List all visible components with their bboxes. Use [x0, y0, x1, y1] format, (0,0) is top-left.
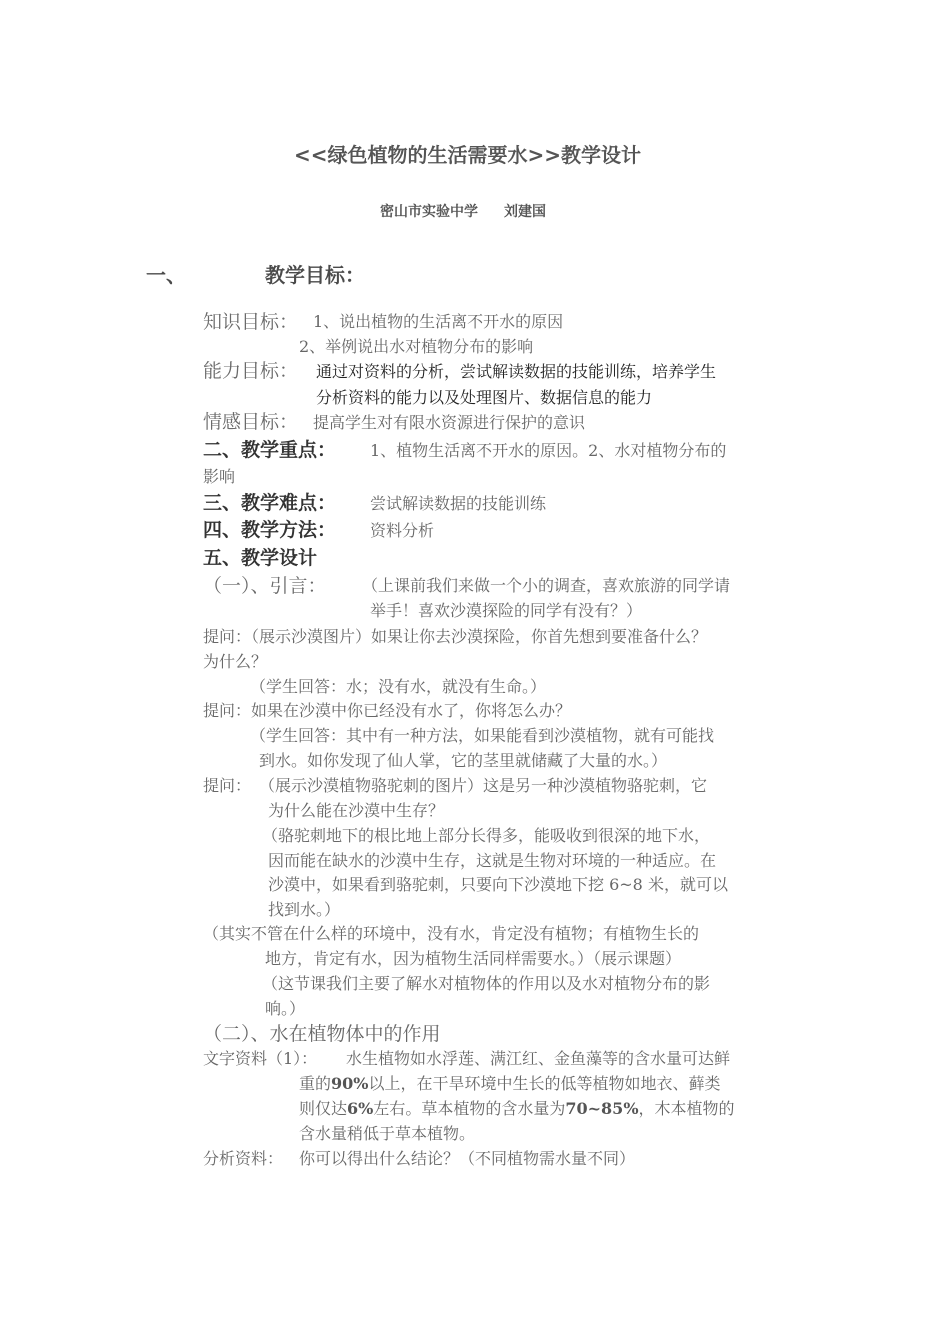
water-content-70-85: 70~85% — [565, 1099, 639, 1118]
q1-answer: （学生回答：水；没有水，就没有生命。） — [250, 677, 547, 696]
summary-line3: （这节课我们主要了解水对植物体的作用以及水对植物分布的影 — [262, 974, 711, 993]
intro-label: （一）、引言： — [203, 575, 327, 597]
section1-number: 一、 — [146, 263, 186, 287]
knowledge-line2: 2、举例说出水对植物分布的影响 — [299, 337, 534, 356]
intro-line2: 举手！喜欢沙漠探险的同学有没有？） — [370, 601, 643, 620]
q3-answer3: 沙漠中，如果看到骆驼刺，只要向下沙漠地下挖 6~8 米，就可以 — [268, 875, 728, 894]
method-label: 四、教学方法： — [203, 519, 337, 541]
summary-line4: 响。） — [265, 999, 306, 1018]
key-points-line2: 影响 — [203, 467, 236, 486]
key-points-label: 二、教学重点： — [203, 439, 337, 461]
material1-line2c: 以上，在干旱环境中生长的低等植物如地衣、藓类 — [368, 1074, 721, 1093]
water-content-90: 90% — [331, 1074, 369, 1093]
emotion-label: 情感目标： — [203, 411, 299, 433]
q2-answer1: （学生回答：其中有一种方法，如果能看到沙漠植物，就有可能找 — [250, 726, 715, 745]
page-title: <<绿色植物的生活需要水>>教学设计 — [294, 143, 642, 167]
emotion-text: 提高学生对有限水资源进行保护的意识 — [313, 413, 586, 432]
q3-label: 提问： — [203, 776, 252, 795]
difficulty-label: 三、教学难点： — [203, 492, 337, 514]
material1-label: 文字资料（1）： — [203, 1049, 318, 1068]
q1-line2: 为什么？ — [203, 652, 268, 671]
key-points-line1: 1、植物生活离不开水的原因。2、水对植物分布的 — [370, 441, 727, 460]
part2-heading: （二）、水在植物体中的作用 — [203, 1023, 441, 1045]
author-line — [380, 201, 546, 221]
author-school: 密山市实验中学 — [380, 204, 478, 220]
ability-line2: 分析资料的能力以及处理图片、数据信息的能力 — [316, 388, 653, 407]
material1-line3c: 左右。草本植物的含水量为 — [373, 1099, 566, 1118]
q3-answer4: 找到水。） — [268, 900, 341, 919]
section1-heading: 教学目标： — [265, 263, 365, 287]
author-name: 刘建国 — [504, 204, 546, 220]
analysis-text: 你可以得出什么结论？（不同植物需水量不同） — [299, 1149, 636, 1168]
material1-line3e: ，木本植物的 — [638, 1099, 735, 1118]
summary-line2: 地方，肯定有水，因为植物生活同样需要水。）（展示课题） — [265, 949, 682, 968]
material1-line3 — [299, 1096, 735, 1119]
ability-label: 能力目标： — [203, 360, 299, 382]
ability-line1: 通过对资料的分析，尝试解读数据的技能训练，培养学生 — [316, 362, 717, 381]
knowledge-label: 知识目标： — [203, 311, 299, 333]
knowledge-line1: 1、说出植物的生活离不开水的原因 — [313, 312, 564, 331]
q3-line2: 为什么能在沙漠中生存？ — [268, 801, 445, 820]
design-label: 五、教学设计 — [203, 547, 318, 569]
summary-line1: （其实不管在什么样的环境中，没有水，肯定没有植物；有植物生长的 — [203, 924, 700, 943]
material1-line2a: 重的 — [299, 1074, 332, 1093]
material1-line3a: 则仅达 — [299, 1099, 348, 1118]
analysis-label: 分析资料： — [203, 1149, 284, 1168]
method-text: 资料分析 — [370, 521, 435, 540]
material1-line2 — [299, 1071, 721, 1094]
q1-line1: 提问：（展示沙漠图片）如果让你去沙漠探险，你首先想到要准备什么？ — [203, 627, 708, 646]
difficulty-text: 尝试解读数据的技能训练 — [370, 494, 547, 513]
q2-line1: 提问：如果在沙漠中你已经没有水了，你将怎么办？ — [203, 701, 572, 720]
material1-line4: 含水量稍低于草本植物。 — [299, 1124, 476, 1143]
intro-line1: （上课前我们来做一个小的调查，喜欢旅游的同学请 — [362, 576, 731, 595]
q3-line1: （展示沙漠植物骆驼刺的图片）这是另一种沙漠植物骆驼刺，它 — [259, 776, 708, 795]
material1-line1: 水生植物如水浮莲、满江红、金鱼藻等的含水量可达鲜 — [346, 1049, 731, 1068]
water-content-6: 6% — [347, 1099, 374, 1118]
q3-answer1: （骆驼刺地下的根比地上部分长得多，能吸收到很深的地下水， — [262, 826, 711, 845]
q2-answer2: 到水。如你发现了仙人掌，它的茎里就储藏了大量的水。） — [259, 751, 668, 770]
q3-answer2: 因而能在缺水的沙漠中生存，这就是生物对环境的一种适应。在 — [268, 851, 717, 870]
